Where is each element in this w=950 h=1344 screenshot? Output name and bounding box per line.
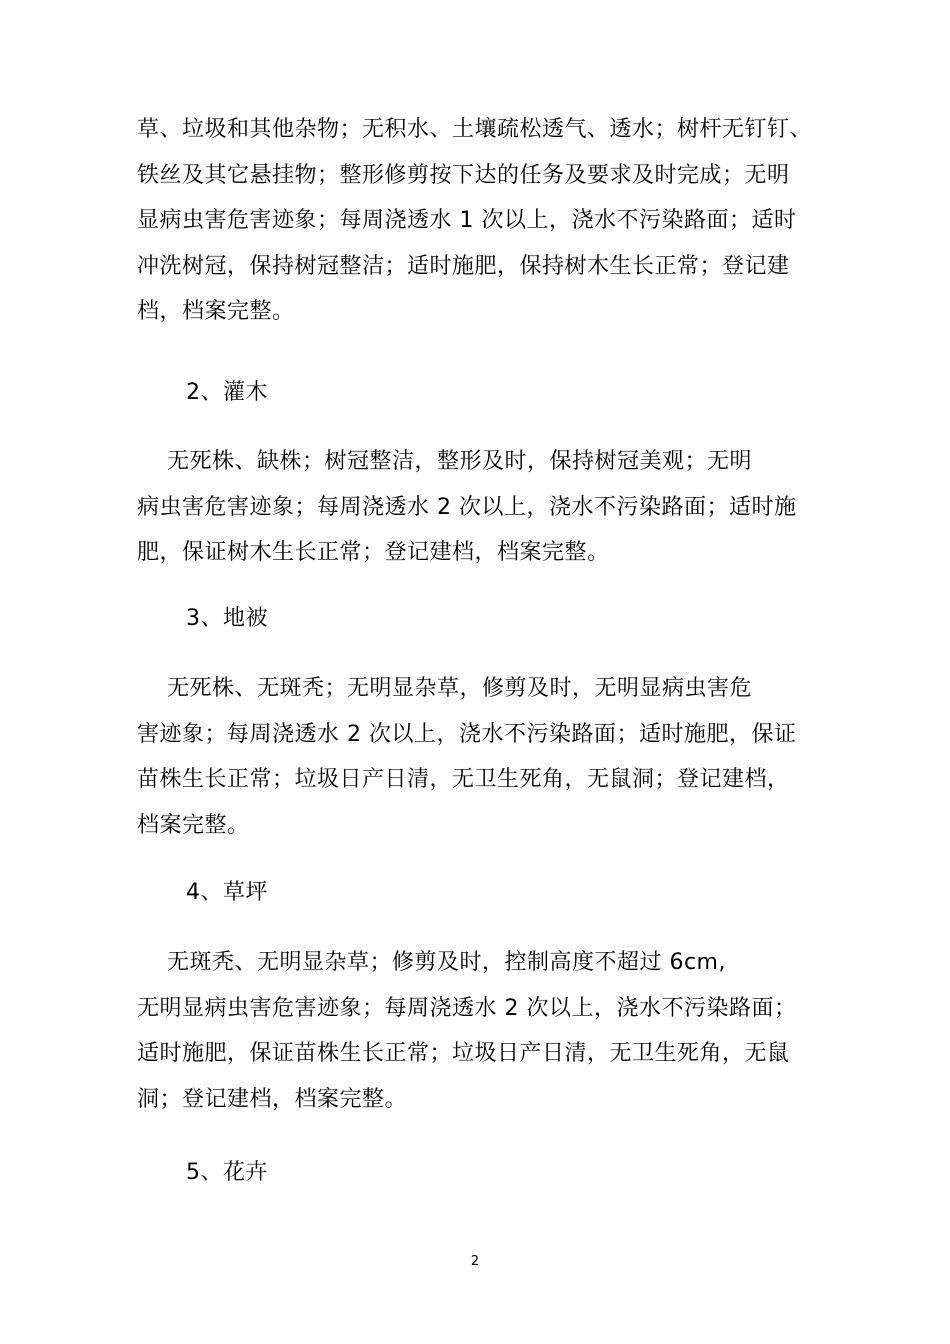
text-line: 洞；登记建档，档案完整。: [137, 1086, 408, 1112]
text-line: 档，档案完整。: [137, 299, 295, 324]
text-line: 适时施肥，保证苗株生长正常；垃圾日产日清，无卫生死角，无鼠: [137, 1041, 790, 1066]
text-line: 害迹象；每周浇透水 2 次以上，浇水不污染路面；适时施肥，保证: [137, 721, 797, 747]
section-heading-shrubs: 2、灌木: [186, 380, 268, 405]
section-heading-lawn: 4、草坪: [186, 880, 268, 905]
text-line: 苗株生长正常；垃圾日产日清，无卫生死角，无鼠洞；登记建档，: [137, 767, 790, 792]
text-line: 无死株、无斑秃；无明显杂草，修剪及时，无明显病虫害危: [137, 676, 752, 701]
text-line: 档案完整。: [137, 812, 250, 838]
paragraph-shrubs: [137, 439, 827, 576]
paragraph-lawn: [137, 940, 827, 1122]
text-line: 冲洗树冠，保持树冠整洁；适时施肥，保持树木生长正常；登记建: [137, 253, 790, 279]
text-line: 无死株、缺株；树冠整洁，整形及时，保持树冠美观；无明: [137, 449, 752, 474]
text-line: 显病虫害危害迹象；每周浇透水 1 次以上，浇水不污染路面；适时: [137, 208, 797, 233]
text-line: 无明显病虫害危害迹象；每周浇透水 2 次以上，浇水不污染路面；: [137, 995, 797, 1021]
text-line: 铁丝及其它悬挂物；整形修剪按下达的任务及要求及时完成；无明: [137, 162, 790, 188]
text-line: 无斑秃、无明显杂草；修剪及时，控制高度不超过 6cm,: [137, 950, 726, 975]
paragraph-trees-requirements: [137, 107, 827, 335]
text-line: 草、垃圾和其他杂物；无积水、土壤疏松透气、透水；树杆无钉钉、: [137, 117, 813, 142]
text-line: 病虫害危害迹象；每周浇透水 2 次以上，浇水不污染路面；适时施: [137, 494, 797, 520]
section-heading-ground-cover: 3、地被: [186, 606, 268, 631]
page-number: 2: [470, 1254, 480, 1269]
section-heading-flowers: 5、花卉: [186, 1160, 268, 1185]
text-line: 肥，保证树木生长正常；登记建档，档案完整。: [137, 540, 610, 565]
paragraph-ground-cover: [137, 666, 827, 848]
